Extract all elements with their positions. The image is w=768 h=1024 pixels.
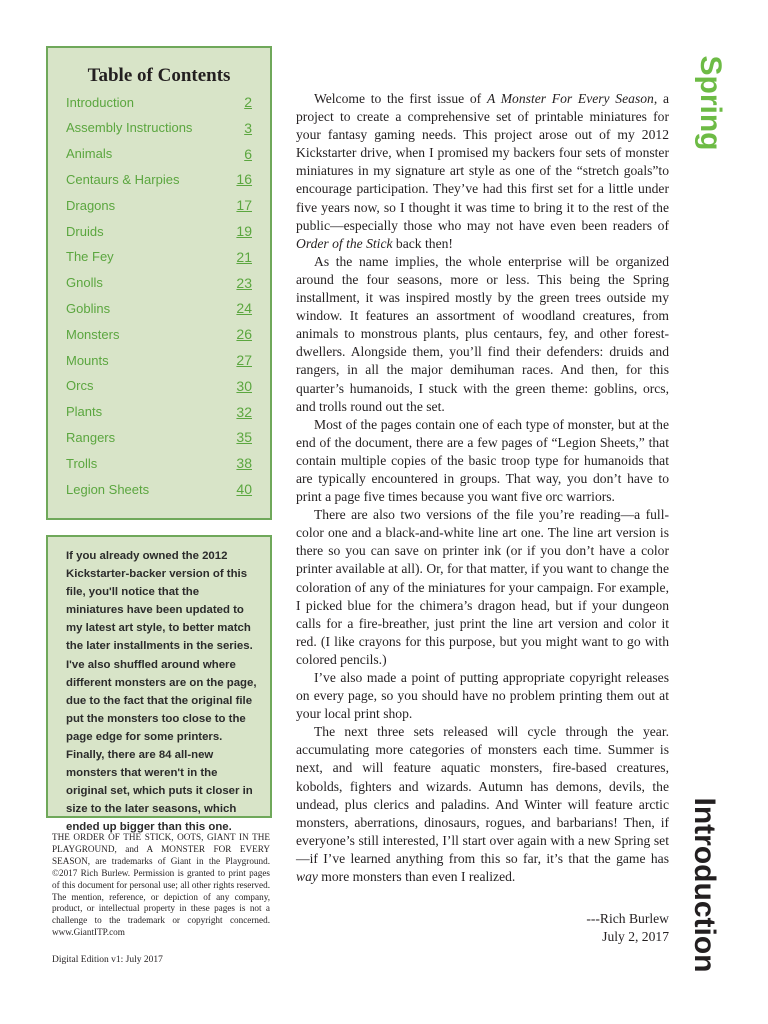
introduction-body: [296, 90, 669, 886]
toc-page-link[interactable]: 26: [236, 326, 252, 343]
season-label: Spring: [694, 55, 727, 151]
toc-entry-label: Introduction: [66, 94, 134, 110]
toc-entry[interactable]: [66, 452, 252, 474]
toc-page-link[interactable]: 2: [244, 94, 252, 110]
toc-entry-label: Orcs: [66, 378, 94, 394]
toc-page-link[interactable]: 40: [236, 481, 252, 497]
toc-entry[interactable]: [66, 117, 252, 139]
emphasis: way: [296, 869, 318, 885]
text-run: back then!: [392, 235, 453, 251]
toc-entry[interactable]: [66, 246, 252, 268]
paragraph-4: There are also two versions of the file you’re reading—a full-color one and a black-and-white line art one. The line art version is there so you can save on printer ink (or if you don’t have a color printer available at all). Or, for that matter, if you want to change the coloration of any of the miniatures for your campaign. For example, I picked blue for the chimera’s dragon head, but if your dungeon calls for a fire-breather, just print the line art version and color it red. (I like crayons for this purpose, but you might want to go with colored pencils.): [296, 507, 669, 667]
toc-page-link[interactable]: 19: [236, 223, 252, 239]
toc-entry[interactable]: [66, 91, 252, 113]
toc-entry[interactable]: [66, 323, 252, 345]
toc-page-link[interactable]: 32: [236, 403, 252, 420]
text-run: The next three sets released will cycle through the year. accumulating more categories of monsters each time. Summer is next, and will feature aquatic monsters, fire-based creatures, kobolds, fighters and wizards. Autumn has demons, devils, the undead, plus clerics and paladins. And Winter will feature arctic monsters, aberrations, dinosaurs, rogues, and barbarians! Then, if everyone’s still interested, I’ll start over again with a new Spring set—if I’ve learned anything from this so far, it’s that the game has: [296, 724, 669, 866]
toc-title: Table of Contents: [87, 65, 231, 86]
toc-entry-label: Rangers: [66, 429, 116, 445]
section-tab: [680, 790, 728, 980]
section-label: Introduction: [688, 797, 721, 973]
toc-page-link[interactable]: 3: [244, 119, 252, 136]
paragraph-2: As the name implies, the whole enterprise will be organized around the four seasons, more or less. This being the Spring installment, it was inspired mostly by the green trees outside my window. It features an assortment of woodland creatures, from animals to monstrous plants, plus centaurs, fey, and other forest-dwellers. Alongside them, you’ll find their defenders: druids and rangers, in all the major demihuman races. And then, for this quarter’s humanoids, I stuck with the green theme: goblins, orcs, and trolls round out the set.: [296, 253, 669, 414]
toc-entry-label: Animals: [66, 146, 113, 162]
toc-entry-label: Assembly Instructions: [66, 120, 193, 136]
toc-entry[interactable]: [66, 349, 252, 371]
toc-entry[interactable]: [66, 143, 252, 165]
toc-page-link[interactable]: 17: [236, 197, 252, 214]
paragraph-5: I’ve also made a point of putting appropriate copyright releases on every page, so you should have no problem printing them out at your local print shop.: [296, 670, 669, 722]
paragraph-3: Most of the pages contain one of each type of monster, but at the end of the document, there are a few pages of “Legion Sheets,” that contain multiple copies of the basic troop type for humanoids that are typically encountered in groups. That way, you don’t have to print a page five times because you want five orc warriors.: [296, 416, 669, 505]
toc-entry[interactable]: [66, 426, 252, 448]
toc-page-link[interactable]: 23: [236, 274, 252, 291]
signature: [560, 910, 669, 946]
paragraph-6: [296, 723, 669, 886]
comic-title: Order of the Stick: [296, 235, 393, 251]
text-run: Welcome to the first issue of: [314, 91, 487, 106]
paragraph-1: [296, 90, 669, 253]
toc-page-link[interactable]: 30: [236, 377, 252, 394]
toc-entry-label: The Fey: [66, 249, 114, 265]
toc-entry-label: Legion Sheets: [66, 481, 150, 497]
toc-entry[interactable]: [66, 220, 252, 242]
toc-entry-label: Mounts: [66, 352, 109, 368]
author-name: ---Rich Burlew: [586, 911, 669, 926]
signature-date: July 2, 2017: [602, 929, 669, 944]
toc-page-link[interactable]: 21: [236, 248, 252, 265]
table-of-contents: [46, 46, 272, 520]
toc-entry-label: Goblins: [66, 300, 111, 316]
toc-entry[interactable]: [66, 194, 252, 216]
toc-page-link[interactable]: 38: [236, 455, 252, 472]
toc-page-link[interactable]: 6: [244, 145, 252, 162]
toc-page-link[interactable]: 16: [236, 171, 252, 188]
text-run: , a project to create a comprehensive set of printable miniatures for your fantasy gaming needs. This project arose out of my 2012 Kickstarter drive, when I promised my backers four sets of monster miniatures in my signature art style as one of the “stretch goals”to encourage participation. They’ve had this first set for a little under five years now, so I thought it was time to bring it to the rest of the public—especially those who may not have even been readers of: [296, 91, 669, 233]
toc-entry-label: Plants: [66, 404, 103, 420]
toc-entry-label: Centaurs & Harpies: [66, 171, 180, 187]
toc-entry[interactable]: [66, 478, 252, 500]
toc-entry-label: Druids: [66, 223, 104, 239]
book-title: A Monster For Every Season: [486, 91, 654, 106]
toc-page-link[interactable]: 27: [236, 352, 252, 368]
legal-notice: THE ORDER OF THE STICK, OOTS, GIANT IN THE PLAYGROUND, and A MONSTER FOR EVERY SEASON, are trademarks of Giant in the Playground. ©2017 Rich Burlew. Permission is granted to print pages of this document for personal use; all other rights reserved. The mention, reference, or depiction of any company, product, or intellectual property in these pages is not a challenge to the trademark or copyright concerned. www.GiantITP.com: [52, 832, 270, 938]
toc-entry-label: Gnolls: [66, 275, 103, 291]
toc-entry[interactable]: [66, 168, 252, 190]
text-run: more monsters than even I realized.: [317, 869, 516, 885]
toc-entry[interactable]: [66, 272, 252, 294]
season-tab: [690, 48, 730, 158]
toc-entry-label: Dragons: [66, 197, 116, 213]
toc-page-link[interactable]: 35: [236, 429, 252, 446]
toc-entry[interactable]: [66, 401, 252, 423]
update-note: If you already owned the 2012 Kickstarter-backer version of this file, you'll notice that the miniatures have been updated to my latest art style, to better match the later installments in the series. I've also shuffled around where different monsters are on the page, due to the fact that the original file put the monsters too close to the page edge for some printers. Finally, there are 84 all-new monsters that weren't in the original set, which puts it closer in size to the later seasons, which ended up bigger than this one.: [46, 535, 272, 818]
toc-entry-label: Monsters: [66, 326, 120, 342]
toc-entry-label: Trolls: [66, 455, 98, 471]
toc-entry[interactable]: [66, 297, 252, 319]
toc-entry[interactable]: [66, 375, 252, 397]
edition-label: Digital Edition v1: July 2017: [52, 955, 163, 965]
toc-page-link[interactable]: 24: [236, 300, 252, 317]
